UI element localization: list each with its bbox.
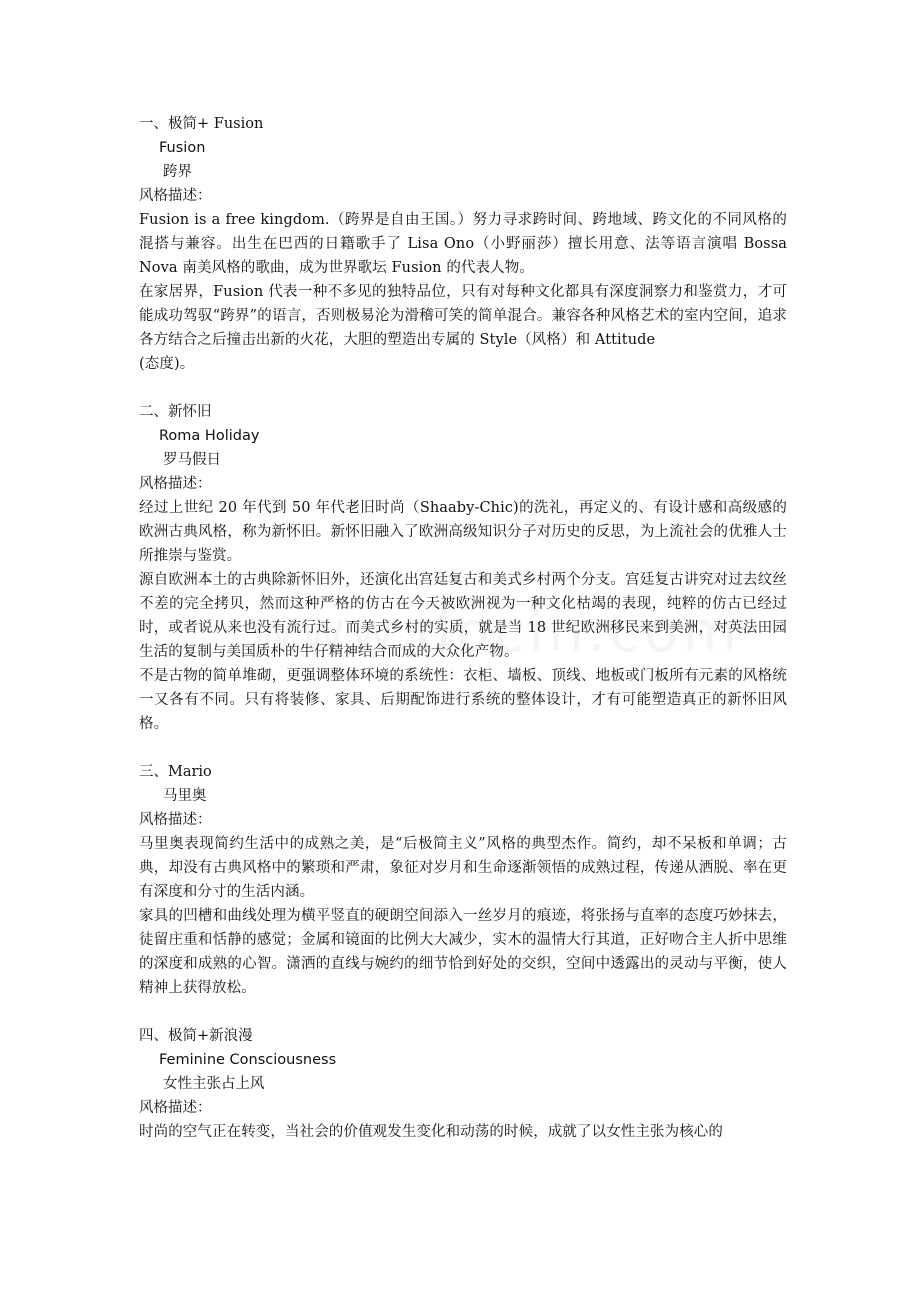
paragraph: 源自欧洲本土的古典除新怀旧外，还演化出宫廷复古和美式乡村两个分支。宫廷复古讲究对过去纹丝不差的完全拷贝，然而这种严格的仿古在今天被欧洲视为一种文化枯竭的表现，纯粹的仿古已经过时，或者说从来也没有流行过。而美式乡村的实质，就是当 18 世纪欧洲移民来到美洲，对英法田园生活的复制与美国质朴的牛仔精神结合而成的大众化产物。 <box>139 572 787 660</box>
style-description-label: 风格描述： <box>139 812 212 828</box>
paragraph: 在家居界，Fusion 代表一种不多见的独特品位，只有对每种文化都具有深度洞察力和鉴赏力，才可能成功驾驭“跨界”的语言，否则极易沦为滑稽可笑的简单混合。兼容各种风格艺术的室内空间，追求各方结合之后撞击出新的火花，大胆的塑造出专属的 Style（风格）和 Attitude <box>139 284 787 348</box>
paragraph: 马里奥表现简约生活中的成熟之美，是“后极简主义”风格的典型杰作。简约，却不呆板和单调；古典，却没有古典风格中的繁琐和严肃，象征对岁月和生命逐渐领悟的成熟过程，传递从洒脱、率在更有深度和分寸的生活内涵。 <box>139 836 787 900</box>
style-description-label: 风格描述： <box>139 188 212 204</box>
paragraph: Fusion is a free kingdom.（跨界是自由王国。）努力寻求跨时间、跨地域、跨文化的不同风格的混搭与兼容。出生在巴西的日籍歌手了 Lisa Ono（小野丽莎）擅长用意、法等语言演唱 Bossa Nova 南美风格的歌曲，成为世界歌坛 Fusion 的代表人物。 <box>139 212 787 276</box>
style-english-name: Roma Holiday <box>159 428 260 444</box>
paragraph: 时尚的空气正在转变，当社会的价值观发生变化和动荡的时候，成就了以女性主张为核心的 <box>139 1124 723 1140</box>
paragraph: (态度)。 <box>139 356 195 372</box>
section-heading: 三、Mario <box>139 764 212 780</box>
section-heading: 二、新怀旧 <box>139 404 212 420</box>
section-new-nostalgia <box>139 400 787 736</box>
section-spacer <box>139 1000 787 1024</box>
style-description-label: 风格描述： <box>139 1100 212 1116</box>
paragraph: 不是古物的简单堆砌，更强调整体环境的系统性：衣柜、墙板、顶线、地板或门板所有元素的风格统一又各有不同。只有将装修、家具、后期配饰进行系统的整体设计，才有可能塑造真正的新怀旧风格。 <box>139 668 787 732</box>
paragraph: 家具的凹槽和曲线处理为横平竖直的硬朗空间添入一丝岁月的痕迹，将张扬与直率的态度巧妙抹去，徒留庄重和恬静的感觉；金属和镜面的比例大大减少，实木的温情大行其道，正好吻合主人折中思维的深度和成熟的心智。潇洒的直线与婉约的细节恰到好处的交织，空间中透露出的灵动与平衡，使人精神上获得放松。 <box>139 908 787 996</box>
style-chinese-name: 罗马假日 <box>163 452 221 468</box>
section-fusion <box>139 112 787 376</box>
section-heading: 一、极简+ Fusion <box>139 116 264 132</box>
style-chinese-name: 跨界 <box>163 164 192 180</box>
style-chinese-name: 马里奥 <box>163 788 207 804</box>
section-heading: 四、极简+新浪漫 <box>139 1028 253 1044</box>
style-english-name: Feminine Consciousness <box>159 1052 337 1068</box>
section-spacer <box>139 736 787 760</box>
paragraph: 经过上世纪 20 年代到 50 年代老旧时尚（Shaaby-Chic)的洗礼，再定义的、有设计感和高级感的欧洲古典风格，称为新怀旧。新怀旧融入了欧洲高级知识分子对历史的反思，为上流社会的优雅人士所推崇与鉴赏。 <box>139 500 787 564</box>
section-mario <box>139 760 787 1000</box>
style-english-name: Fusion <box>159 140 206 156</box>
style-chinese-name: 女性主张占上风 <box>163 1076 265 1092</box>
style-description-label: 风格描述： <box>139 476 212 492</box>
section-spacer <box>139 376 787 400</box>
document-body <box>139 112 787 1144</box>
section-new-romance <box>139 1024 787 1144</box>
